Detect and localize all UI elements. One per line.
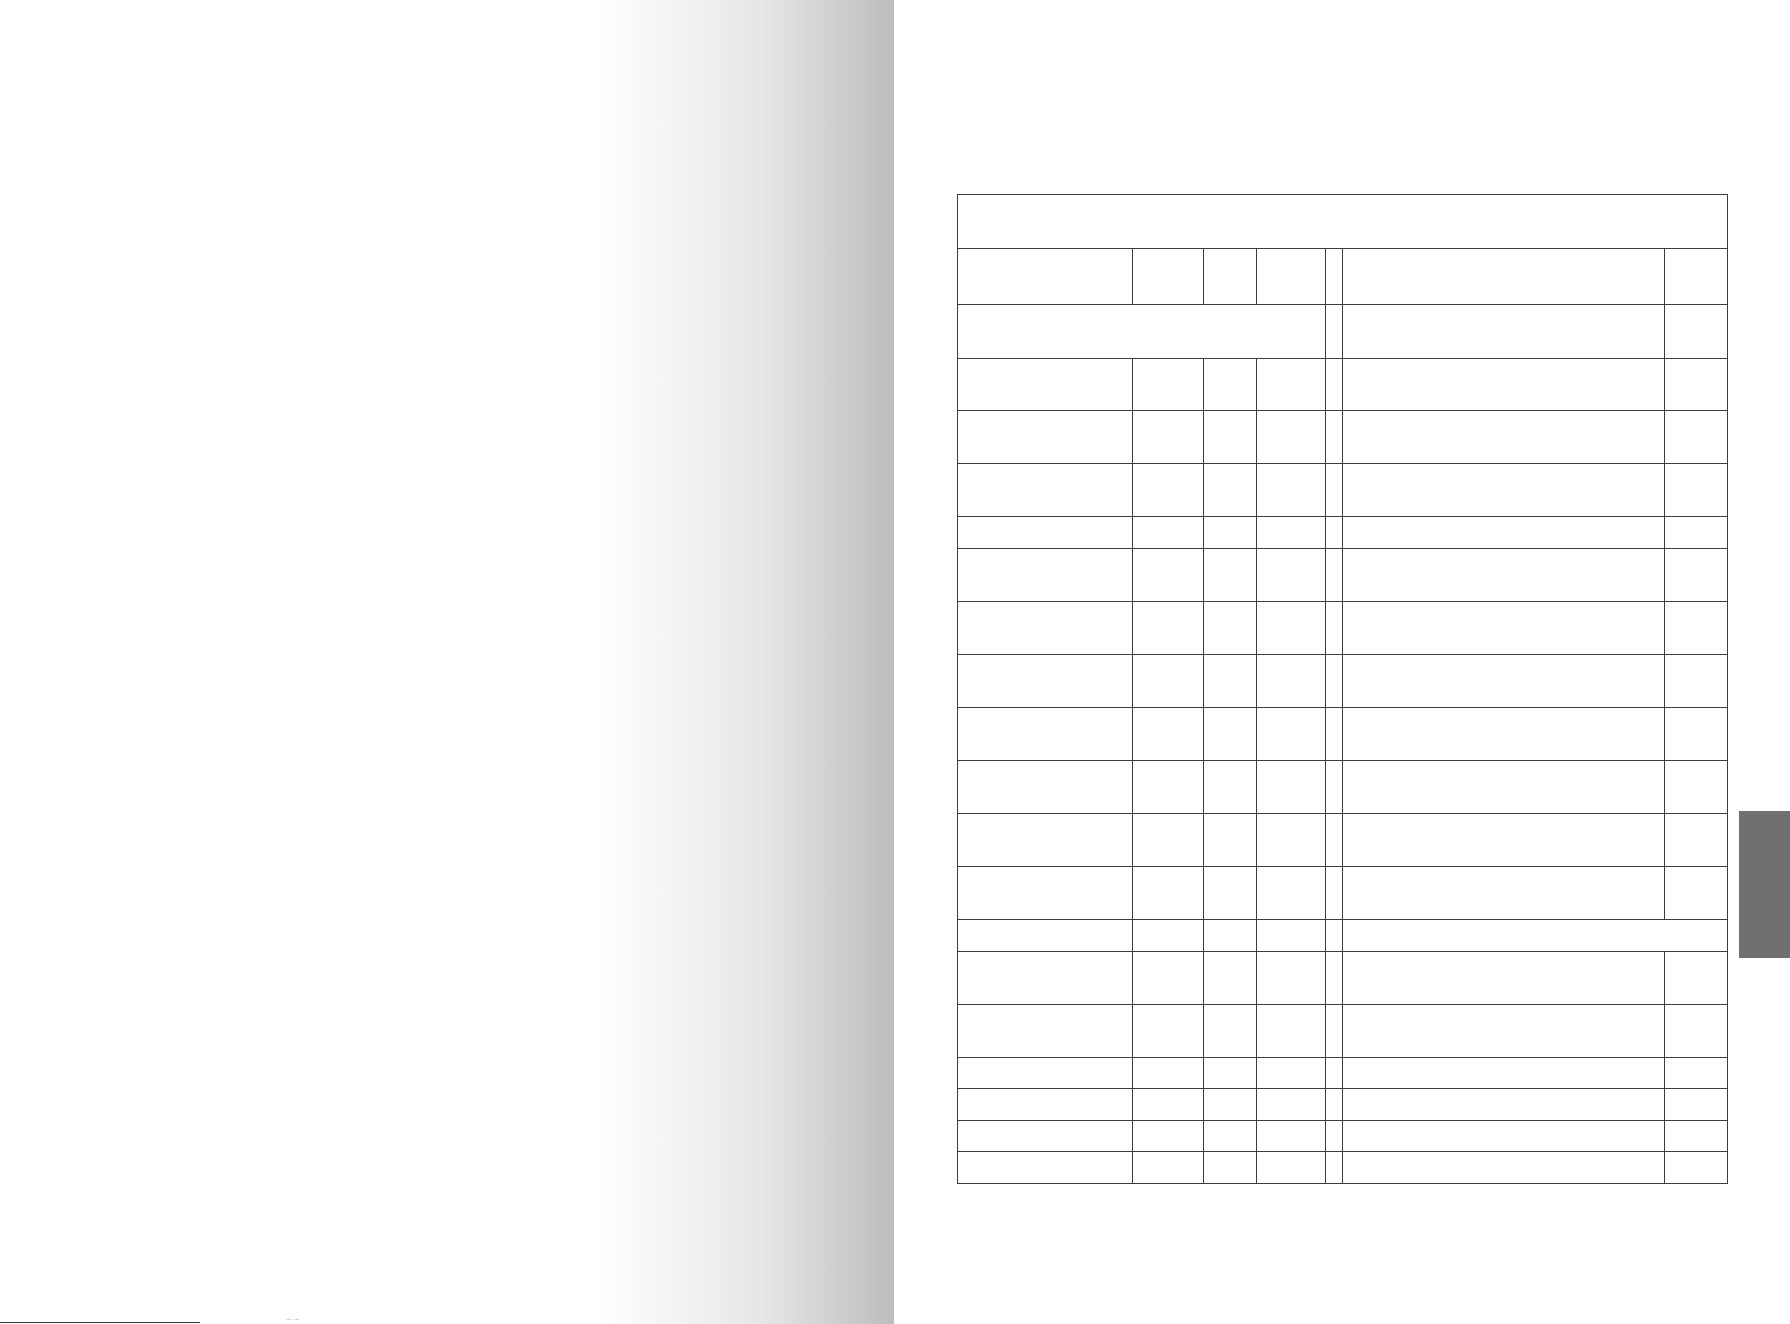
right-page [894, 0, 1790, 1324]
left-page [0, 0, 894, 1324]
footer-mark: ··· ··· [286, 1317, 300, 1324]
gutter-shade [600, 0, 894, 1324]
side-tab [1739, 811, 1790, 958]
footer-rule [0, 1322, 200, 1323]
